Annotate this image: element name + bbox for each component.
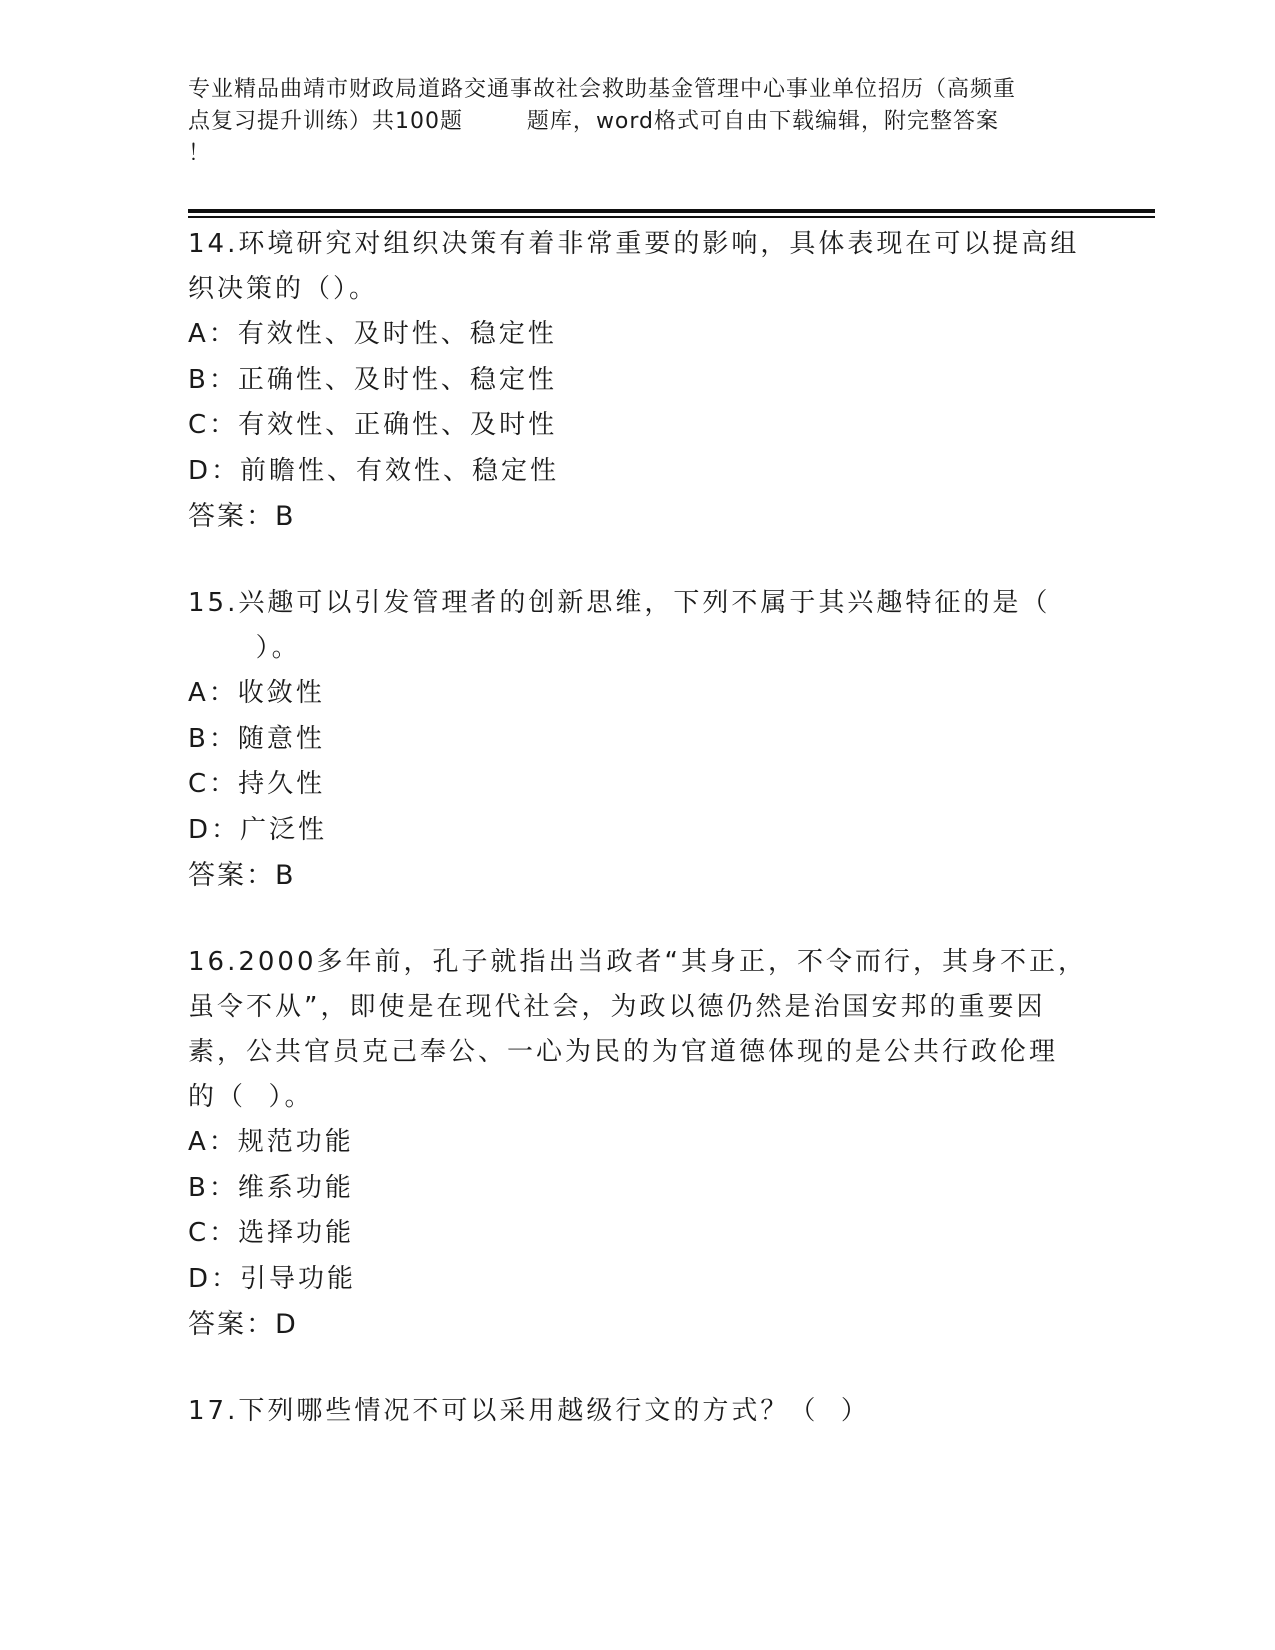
option-b: B：随意性 (188, 723, 325, 754)
header-divider-thin (188, 216, 1155, 218)
answer: 答案：B (188, 860, 296, 891)
question-stem-line: 素，公共官员克己奉公、一心为民的为官道德体现的是公共行政伦理 (188, 1037, 1059, 1067)
option-a: A：收敛性 (188, 678, 325, 708)
question-16 (188, 940, 1088, 1347)
question-15 (188, 581, 1088, 898)
option-a: A：有效性、及时性、稳定性 (188, 319, 557, 349)
header-line-1: 专业精品曲靖市财政局道路交通事故社会救助基金管理中心事业单位招历（高频重 (188, 77, 1017, 102)
question-stem-line: 虽令不从”，即使是在现代社会，为政以德仍然是治国安邦的重要因 (188, 992, 1046, 1022)
option-d: D：广泛性 (188, 814, 328, 845)
header-divider-thick (188, 209, 1155, 213)
question-stem-line: 17.下列哪些情况不可以采用越级行文的方式？（ ） (188, 1396, 870, 1426)
answer: 答案：B (188, 501, 296, 532)
question-list (188, 222, 1088, 1476)
option-d: D：前瞻性、有效性、稳定性 (188, 455, 560, 486)
option-d: D：引导功能 (188, 1263, 357, 1294)
question-stem-line: 15.兴趣可以引发管理者的创新思维，下列不属于其兴趣特征的是（ (188, 588, 1051, 618)
document-header (188, 74, 1083, 170)
option-c: C：持久性 (188, 769, 326, 799)
question-14 (188, 222, 1088, 539)
header-line-2: 点复习提升训练）共100题 题库，word格式可自由下载编辑，附完整答案 (188, 109, 1000, 134)
option-b: B：维系功能 (188, 1172, 354, 1203)
option-c: C：有效性、正确性、及时性 (188, 410, 558, 440)
question-stem-line: 的（ ）。 (188, 1082, 314, 1112)
question-stem-line: 14.环境研究对组织决策有着非常重要的影响，具体表现在可以提高组 (188, 229, 1080, 259)
option-b: B：正确性、及时性、稳定性 (188, 364, 557, 395)
question-stem-line: 16.2000多年前，孔子就指出当政者“其身正，不令而行，其身不正， (188, 947, 1087, 977)
option-c: C：选择功能 (188, 1218, 355, 1248)
question-stem-line: 织决策的（）。 (188, 274, 379, 304)
header-line-3: ！ (188, 141, 212, 166)
answer: 答案：D (188, 1309, 298, 1340)
question-stem-line: ）。 (188, 633, 301, 663)
question-17 (188, 1389, 1088, 1434)
option-a: A：规范功能 (188, 1127, 354, 1157)
